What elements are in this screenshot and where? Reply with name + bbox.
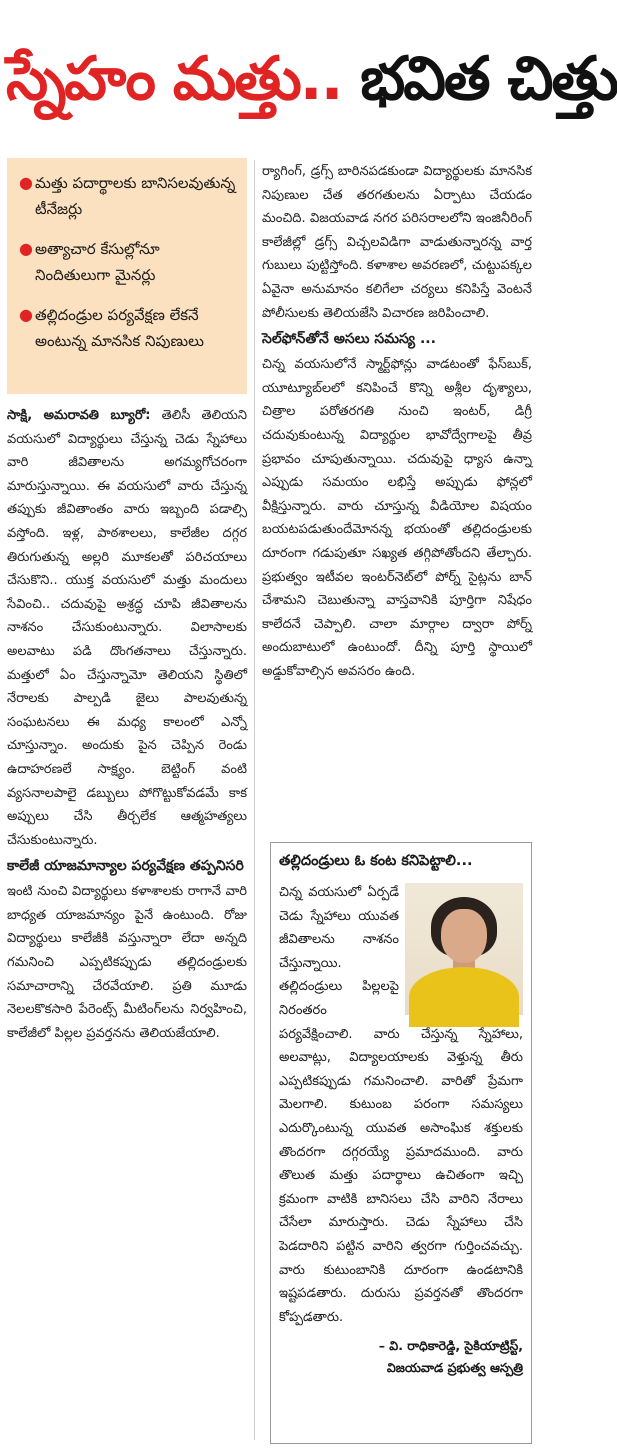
article-paragraph bbox=[7, 404, 247, 852]
sidebar-title: తల్లిదండ్రులు ఓ కంట కనిపెట్టాలి... bbox=[279, 853, 473, 869]
headline-red-part: స్నేహం మత్తు.. bbox=[6, 44, 342, 114]
headline bbox=[6, 4, 617, 154]
bullet-icon: ● bbox=[19, 173, 33, 192]
article-paragraph: ర్యాగింగ్, డ్రగ్స్ బారినపడకుండా విద్యార్థులకు మానసిక నిపుణుల చేత తరగతులను ఏర్పాటు చేయడం మంచిది. విజయవాడ నగర పరిసరాలలోని ఇంజినీరింగ్ కాలేజీల్లో డ్రగ్స్ విచ్చలవిడిగా వాడుతున్నారన్న వార్త గుబులు పుట్టిస్తోంది. కళాశాల అవరణలో, చుట్టుపక్కల ఏవైనా అనుమానం కలిగేలా చర్యలు కనిపిస్తే వెంటనే పోలీసులకు తెలియజేసి విచారణ జరిపించాలి. bbox=[262, 164, 532, 321]
expert-sidebar bbox=[270, 842, 532, 1444]
highlight-item bbox=[19, 302, 239, 354]
portrait-photo bbox=[405, 883, 523, 1015]
dateline: సాక్షి, అమరావతి బ్యూరో: bbox=[7, 408, 151, 423]
signature-name: – వి. రాధికారెడ్డి, సైకియాట్రిస్ట్, bbox=[378, 1338, 523, 1354]
article-column-right bbox=[262, 160, 532, 683]
article-paragraph: చిన్న వయసులోనే స్మార్ట్‌ఫోన్లు వాడటంతో ఫేస్‌బుక్, యూట్యూబ్‌లలో కనిపించే కొన్ని అశ్లీల దృశ్యాలు, చిత్రాల పరోతరగతి నుంచి ఇంటర్, డిగ్రీ చదువుకుంటున్న విద్యార్థుల భావోద్వేగాలపై తీవ్ర ప్రభావం చూపుతున్నాయి. చదువుపై ధ్యాస ఉన్నా ఎప్పుడు సమయం లభిస్తే అప్పుడు ఫోన్లలో వీక్షిస్తున్నారు. వారు చూస్తున్న వీడియోల విషయం బయటపడుతుందేమోనన్న భయంతో తల్లిదండ్రులకు దూరంగా గడుపుతూ సఖ్యత తగ్గిపోతోందని తేల్చారు. ప్రభుత్వం ఇటీవల ఇంటర్‌నెట్‌లో పోర్న్ సైట్లను బాన్ చేశామని చెబుతున్నా వాస్తవానికి పూర్తిగా నిషేధం కాలేదనే చెప్పాలి. చాలా మార్గాల ద్వారా పోర్న్ అందుబాటులో ఉంటుందో. దీన్ని పూర్తి స్థాయిలో అడ్డుకోవాల్సిన అవసరం ఉంది. bbox=[262, 357, 532, 679]
sidebar-paragraph: చిన్న వయసులో ఏర్పడే చెడు స్నేహాలు యువత జీవితాలను నాశనం చేస్తున్నాయి. తల్లిదండ్రులు పిల్లలపై నిరంతరం పర్యవేక్షించాలి. వారు చేస్తున్న స్నేహాలు, అలవాట్లు, విద్యాలయాలకు వెళ్తున్న తీరు ఎప్పటికప్పుడు గమనించాలి. వారితో ప్రేమగా మెలగాలి. కుటుంబ పరంగా సమస్యలు ఎదుర్కొంటున్న యువత అసాంఘిక శక్తులకు తొందరగా దగ్గరయ్యే ప్రమాదముంది. వారు తొలుత మత్తు పదార్థాలు ఉచితంగా ఇచ్చి క్రమంగా వాటికి బానిసలు చేసి వారిని నేరాలు చేసేలా మారుస్తారు. చెడు స్నేహాలు చేసి పెడదారిని పట్టిన వారిని త్వరగా గుర్తించవచ్చు. వారు కుటుంబానికి దూరంగా ఉండటానికి ఇష్టపడతారు. దురుసు ప్రవర్తనతో తొందరగా కోప్పడతారు. bbox=[279, 885, 523, 1325]
article-paragraph: ఇంటి నుంచి విద్యార్థులు కళాశాలకు రాగానే వారి బాధ్యత యాజమాన్యం పైనే ఉంటుంది. రోజు విద్యార్థులు కాలేజీకి వస్తున్నారా లేదా అన్నది గమనించి ఎప్పటికప్పుడు తల్లిదండ్రులకు సమాచారాన్ని చేరవేయాలి. ప్రతి మూడు నెలలకొకసారి పేరెంట్స్ మీటింగ్‌లను నిర్వహించి, కాలేజీలో పిల్లల ప్రవర్తనను తెలియజేయాలి. bbox=[7, 884, 247, 1041]
highlights-box bbox=[7, 158, 247, 394]
column-divider bbox=[254, 160, 255, 1440]
headline-black-part: భవిత చిత్తు bbox=[360, 44, 617, 114]
signature-place: విజయవాడ ప్రభుత్వ ఆస్పత్రి bbox=[386, 1360, 523, 1376]
highlight-text: తల్లిదండ్రుల పర్యవేక్షణ లేకనే అంటున్న మానసిక నిపుణులు bbox=[35, 306, 204, 350]
article-column-left bbox=[7, 404, 247, 1045]
highlight-text: అత్యాచార కేసుల్లోనూ నిందితులుగా మైనర్లు bbox=[35, 240, 160, 284]
sidebar-signature bbox=[279, 1335, 523, 1379]
bullet-icon: ● bbox=[19, 239, 33, 258]
highlight-item bbox=[19, 170, 239, 222]
highlight-text: మత్తు పదార్థాలకు బానిసలవుతున్న టీనేజర్లు bbox=[35, 174, 236, 218]
paragraph-text: తెలిసీ తెలియని వయసులో విద్యార్థులు చేస్తున్న చెడు స్నేహాలు వారి జీవితాలను అగమ్యగోచరంగా మారుస్తున్నాయి. ఈ వయసులో వారు చేస్తున్న తప్పుకు జీవితాంతం వారు ఇబ్బంది పడాల్సి వస్తోంది. ఇళ్ల, పాఠశాలలు, కాలేజీల దగ్గర తిరుగుతున్న అల్లరి మూకలతో పరిచయాలు చేసుకొని.. యుక్త వయసులో మత్తు మందులు సేవించి.. చదువుపై అశ్రద్ధ చూపి జీవితాలను నాశనం చేసుకుంటున్నారు. విలాసాలకు అలవాటు పడి దొంగతనాలు చేస్తున్నారు. మత్తులో ఏం చేస్తున్నామో తెలియని స్థితిలో నేరాలకు పాల్పడి జైలు పాలవుతున్న సంఘటనలు ఈ మధ్య కాలంలో ఎన్నో చూస్తున్నాం. అందుకు పైన చెప్పిన రెండు ఉదాహరణలే సాక్ష్యం. బెట్టింగ్ వంటి వ్యసనాలపాలై డబ్బులు పోగొట్టుకోవడమే కాక అప్పులు చేసి తీర్చలేక ఆత్మహత్యలు చేసుకుంటున్నారు. bbox=[7, 408, 248, 848]
subheading: కాలేజీ యాజమాన్యాల పర్యవేక్షణ తప్పనిసరి bbox=[7, 858, 244, 875]
highlight-item bbox=[19, 236, 239, 288]
subheading: సెల్‌ఫోన్‌తోనే అసలు సమస్య ... bbox=[262, 331, 436, 348]
bullet-icon: ● bbox=[19, 305, 33, 324]
